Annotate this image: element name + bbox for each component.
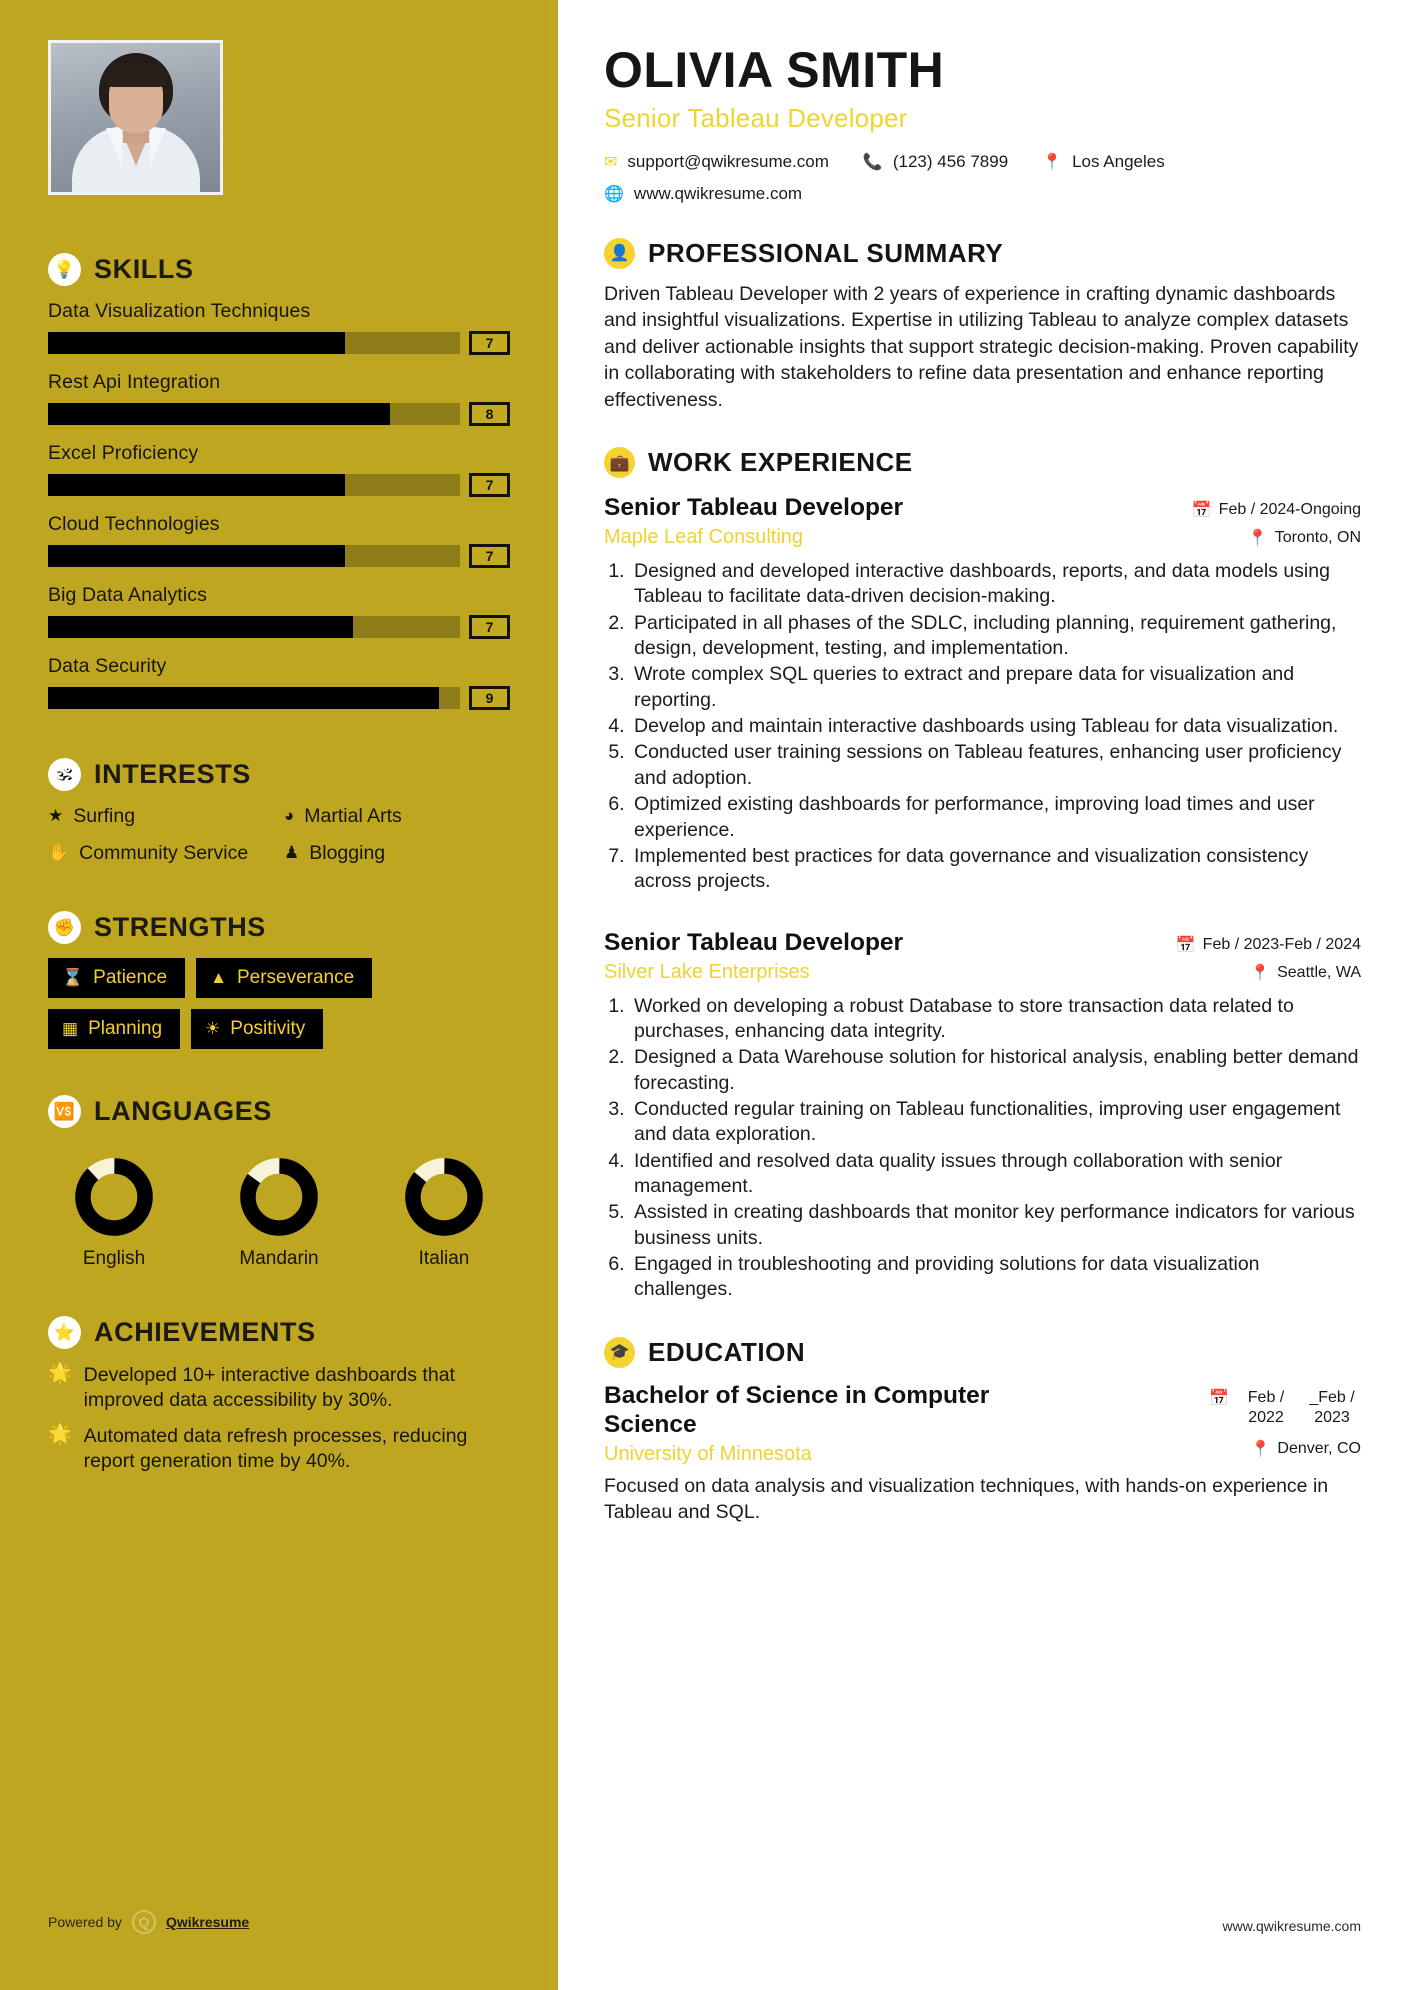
users-icon: ♟ (284, 843, 300, 862)
phone-icon: 📞 (862, 153, 883, 171)
achievement-text: Automated data refresh processes, reducing report generation time by 40%. (83, 1425, 468, 1472)
strength-chip (191, 1009, 323, 1049)
calendar-icon: 📅 (1209, 1389, 1229, 1407)
job-title: Senior Tableau Developer (604, 928, 904, 956)
skill-item (48, 442, 510, 497)
skill-score: 7 (469, 331, 510, 355)
translate-icon: 🆚 (48, 1095, 81, 1128)
skill-label: Data Visualization Techniques (48, 300, 311, 322)
strengths-heading (48, 911, 510, 944)
interests-section (48, 758, 510, 865)
skill-score: 9 (469, 686, 510, 710)
language-donut-chart (403, 1156, 485, 1238)
graduation-icon: 🎓 (604, 1337, 635, 1368)
strength-chip (196, 958, 372, 998)
globe-icon: 🌐 (604, 185, 624, 203)
job-entry (604, 929, 1361, 1303)
education-title: EDUCATION (648, 1336, 806, 1367)
skill-progress-fill (48, 332, 345, 354)
language-label: English (82, 1248, 146, 1269)
avatar-collar-left (106, 128, 122, 168)
languages-heading (48, 1095, 510, 1128)
job-location (1248, 528, 1361, 548)
education-school: University of Minnesota (604, 1443, 812, 1466)
star-badge-icon: ⭐ (48, 1316, 81, 1349)
summary-text: Driven Tableau Developer with 2 years of experience in crafting dynamic dashboards and insightful visualizations. Expertise in utilizing Tableau to analyze complex datasets and deliver actionable insights that support strategic decision-making. Proven capability in collaborating with stakeholders to refine data presentation and enhance reporting effectiveness. (604, 282, 1359, 411)
education-heading (604, 1337, 1361, 1368)
language-donut-chart (73, 1156, 155, 1238)
skill-score: 7 (469, 615, 510, 639)
powered-by-label: Powered by (48, 1914, 122, 1930)
achievement-text: Developed 10+ interactive dashboards that improved data accessibility by 30%. (83, 1364, 455, 1411)
interest-label: Blogging (309, 842, 386, 864)
interest-label: Community Service (79, 842, 249, 864)
skill-item (48, 371, 510, 426)
language-label: Mandarin (239, 1248, 319, 1269)
job-bullet-list (630, 559, 1361, 894)
strength-label: Perseverance (236, 967, 355, 988)
skill-score: 7 (469, 473, 510, 497)
job-location-text: Toronto, ON (1274, 529, 1361, 547)
job-bullet: 6. Engaged in troubleshooting and providing solutions for data visualization challenges. (630, 1252, 1361, 1303)
skills-section (48, 253, 510, 710)
job-entry (604, 494, 1361, 894)
calendar-icon: 📅 (1191, 502, 1212, 520)
work-title: WORK EXPERIENCE (648, 447, 913, 478)
job-bullet: 1. Designed and developed interactive dashboards, reports, and data models using Tableau to facilitate data-driven decision-making. (630, 559, 1361, 610)
skill-progress-track (48, 616, 460, 638)
map-pin-icon: 📍 (1250, 1441, 1271, 1459)
user-circle-icon: 👤 (604, 238, 635, 269)
job-dates (1176, 935, 1361, 955)
strength-chip (48, 958, 185, 998)
interest-item (48, 842, 274, 865)
achievement-item (48, 1424, 510, 1473)
job-bullet: 2. Participated in all phases of the SDLC, including planning, requirement gathering, design, development, testing, and implementation. (630, 611, 1361, 662)
interest-label: Surfing (73, 805, 136, 827)
skill-score: 7 (469, 544, 510, 568)
education-dates (1209, 1382, 1361, 1428)
skill-progress-fill (48, 474, 345, 496)
map-pin-icon: 📍 (1247, 530, 1268, 548)
interest-label: Martial Arts (304, 805, 402, 827)
strength-label: Positivity (230, 1018, 306, 1039)
skill-item (48, 300, 510, 355)
achievements-heading (48, 1316, 510, 1349)
education-start-month: Feb / (1247, 1388, 1285, 1406)
education-end-date (1303, 1388, 1361, 1428)
strength-label: Patience (93, 967, 168, 988)
avatar-collar-right (150, 128, 166, 168)
contact-phone[interactable] (863, 152, 1008, 172)
road-icon: ▲ (210, 968, 227, 987)
hourglass-icon: ⌛ (62, 968, 84, 987)
calendar-icon: ▦ (62, 1019, 79, 1038)
skill-progress-fill (48, 403, 390, 425)
qwikresume-link[interactable]: Qwikresume (165, 1914, 250, 1930)
skill-progress-track (48, 545, 460, 567)
achievement-item (48, 1363, 510, 1412)
job-title: Senior Tableau Developer (604, 494, 904, 522)
summary-heading (604, 238, 1361, 269)
skill-progress-track (48, 403, 460, 425)
shooting-star-icon: 🌟 (48, 1424, 72, 1446)
page-title: OLIVIA SMITH (604, 42, 945, 98)
skill-progress-fill (48, 545, 345, 567)
contact-website[interactable] (604, 184, 1327, 204)
education-entry (604, 1382, 1361, 1526)
achievements-title: ACHIEVEMENTS (94, 1317, 316, 1347)
map-pin-icon: 📍 (1250, 964, 1271, 982)
sun-icon: ☀ (205, 1019, 221, 1038)
job-dates (1192, 500, 1361, 520)
skill-progress-fill (48, 687, 439, 709)
job-bullet: 3. Conducted regular training on Tableau functionalities, improving user engagement and data exploration. (630, 1097, 1361, 1148)
interest-item (284, 842, 510, 865)
sidebar-edge (548, 0, 558, 1990)
sidebar (0, 0, 558, 1990)
sidebar-footer (48, 1910, 249, 1934)
qwikresume-logo-icon: Q (132, 1910, 156, 1934)
languages-section (48, 1095, 510, 1270)
achievements-section (48, 1316, 510, 1473)
skill-item (48, 655, 510, 710)
interests-title: INTERESTS (94, 759, 251, 789)
contact-list (604, 152, 1361, 204)
job-dates-text: Feb / 2024-Ongoing (1218, 501, 1361, 519)
job-bullet: 4. Identified and resolved data quality issues through collaboration with senior management. (630, 1149, 1361, 1200)
strengths-section (48, 911, 510, 1049)
job-dates-text: Feb / 2023-Feb / 2024 (1202, 935, 1361, 953)
location-pin-icon: 📍 (1042, 153, 1063, 171)
main-footer-website: www.qwikresume.com (1222, 1918, 1361, 1934)
skills-heading (48, 253, 510, 286)
education-location (1250, 1439, 1361, 1459)
job-bullet: 5. Conducted user training sessions on Tableau features, enhancing user proficiency and adoption. (630, 740, 1361, 791)
skill-progress-track (48, 687, 460, 709)
job-location (1250, 963, 1361, 983)
strength-chip (48, 1009, 180, 1049)
strength-label: Planning (88, 1018, 163, 1039)
education-start-year: 2022 (1248, 1408, 1284, 1426)
shooting-star-icon: 🌟 (48, 1363, 72, 1384)
job-bullet: 5. Assisted in creating dashboards that monitor key performance indicators for various business units. (630, 1200, 1361, 1251)
skill-label: Cloud Technologies (48, 513, 220, 535)
job-bullet: 3. Wrote complex SQL queries to extract and prepare data for visualization and reporting. (630, 662, 1361, 713)
job-company: Silver Lake Enterprises (604, 960, 810, 983)
languages-title: LANGUAGES (94, 1096, 272, 1126)
job-bullet: 4. Develop and maintain interactive dashboards using Tableau for data visualization. (630, 714, 1361, 739)
fist-icon: ✊ (48, 911, 81, 944)
job-bullet: 7. Implemented best practices for data governance and visualization consistency across projects. (630, 844, 1361, 895)
skill-item (48, 513, 510, 568)
calendar-icon: 📅 (1175, 936, 1196, 954)
education-end-year: 2023 (1314, 1408, 1350, 1426)
language-label: Italian (418, 1248, 470, 1269)
avatar (48, 40, 223, 195)
contact-location-text: Los Angeles (1072, 151, 1165, 171)
job-bullet: 6. Optimized existing dashboards for performance, improving load times and user experience. (630, 792, 1361, 843)
interest-item (48, 805, 274, 828)
strengths-title: STRENGTHS (94, 912, 266, 942)
job-bullet-list (630, 994, 1361, 1303)
language-item (54, 1156, 174, 1270)
contact-location (1042, 152, 1165, 172)
job-company: Maple Leaf Consulting (604, 526, 804, 549)
skill-label: Data Security (48, 655, 167, 677)
skill-progress-fill (48, 616, 353, 638)
education-degree: Bachelor of Science in Computer Science (604, 1381, 990, 1438)
summary-title: PROFESSIONAL SUMMARY (648, 237, 1004, 268)
skill-progress-track (48, 474, 460, 496)
avatar-fringe (105, 63, 167, 87)
briefcase-icon: 💼 (604, 447, 635, 478)
contact-email-text: support@qwikresume.com (627, 151, 829, 171)
main-content (558, 0, 1407, 1990)
globe-icon: ◕ (284, 806, 295, 825)
interest-item (284, 805, 510, 828)
skill-label: Rest Api Integration (48, 371, 221, 393)
contact-email[interactable] (604, 152, 829, 172)
paper-plane-icon: 🕉 (48, 758, 81, 791)
skill-progress-track (48, 332, 460, 354)
contact-phone-text: (123) 456 7899 (892, 151, 1009, 171)
job-bullet: 2. Designed a Data Warehouse solution for historical analysis, enabling better demand forecasting. (630, 1045, 1361, 1096)
education-start-date (1237, 1388, 1295, 1428)
education-location-text: Denver, CO (1277, 1440, 1361, 1458)
skill-item (48, 584, 510, 639)
hand-icon: ✋ (48, 843, 70, 862)
contact-website-text: www.qwikresume.com (633, 183, 803, 203)
interests-heading (48, 758, 510, 791)
work-heading (604, 447, 1361, 478)
envelope-icon: ✉ (604, 153, 618, 171)
skill-label: Big Data Analytics (48, 584, 207, 606)
job-bullet: 1. Worked on developing a robust Database to store transaction data related to purchases, enhancing data integrity. (630, 994, 1361, 1045)
language-donut-chart (238, 1156, 320, 1238)
skill-score: 8 (469, 402, 510, 426)
skills-title: SKILLS (94, 254, 194, 284)
education-description: Focused on data analysis and visualization techniques, with hands-on experience in Tableau and SQL. (604, 1475, 1329, 1524)
lightbulb-icon: 💡 (48, 253, 81, 286)
education-end-month: _Feb / (1309, 1388, 1355, 1406)
language-item (219, 1156, 339, 1270)
job-location-text: Seattle, WA (1277, 963, 1361, 981)
skill-label: Excel Proficiency (48, 442, 199, 464)
job-role-subtitle: Senior Tableau Developer (604, 102, 908, 133)
language-item (384, 1156, 504, 1270)
star-icon: ★ (48, 806, 64, 825)
